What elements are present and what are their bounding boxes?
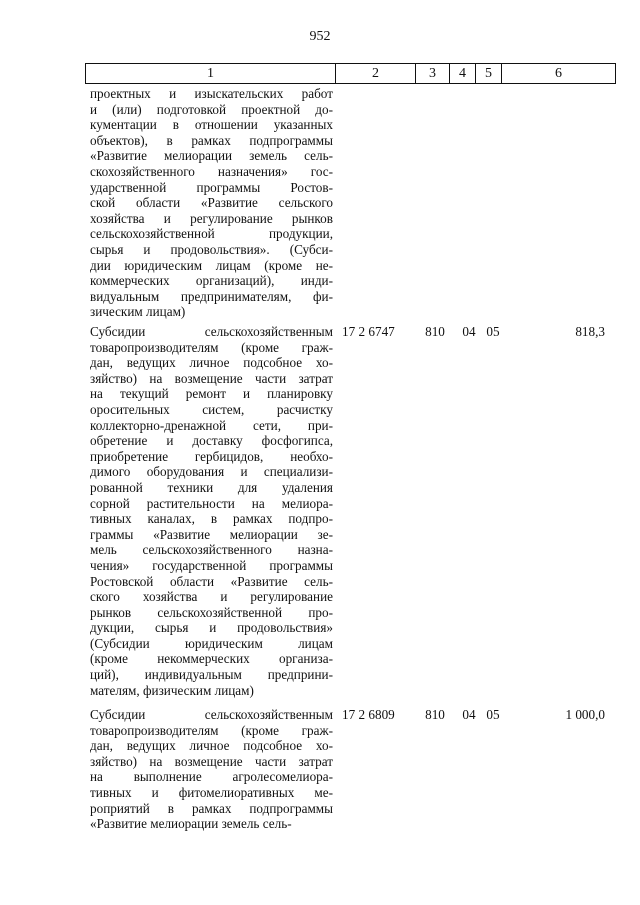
description-line: ского хозяйства и регулирование <box>90 589 333 605</box>
description-line: обретение и доставку фосфогипса, <box>90 433 333 449</box>
description-line: рынков сельскохозяйственной про- <box>90 604 333 620</box>
description-line: товаропроизводителям (кроме граж- <box>90 339 333 355</box>
row-code: 17 2 6809 <box>342 707 395 722</box>
row-description <box>90 324 333 698</box>
description-line: (Субсидии юридическим лицам <box>90 635 333 651</box>
description-line: димого оборудования и специализи- <box>90 464 333 480</box>
row-description <box>90 86 333 320</box>
row-col-5: 05 <box>486 324 500 339</box>
description-line: ударственной программы Ростов- <box>90 179 333 195</box>
description-line: коммерческих организаций), инди- <box>90 273 333 289</box>
description-line: и (или) подготовкой проектной до- <box>90 101 333 117</box>
description-line: товаропроизводителям (кроме граж- <box>90 722 333 738</box>
column-header-1: 1 <box>86 64 336 84</box>
description-line: мель сельскохозяйственного назна- <box>90 542 333 558</box>
row-col-3: 810 <box>425 324 445 339</box>
table-header <box>85 63 616 84</box>
description-line: хозяйства и регулирование рынков <box>90 210 333 226</box>
description-line: объектов), в рамках подпрограммы <box>90 132 333 148</box>
description-line: сельскохозяйственной продукции, <box>90 226 333 242</box>
row-col-4: 04 <box>462 707 476 722</box>
description-line: сорной растительности на мелиора- <box>90 495 333 511</box>
row-amount: 1 000,0 <box>565 707 605 722</box>
description-line: оросительных систем, расчистку <box>90 401 333 417</box>
description-line: тивных каналах, в рамках подпро- <box>90 511 333 527</box>
description-line: дукции, сырья и продовольствия» <box>90 620 333 636</box>
description-line: видуальным предпринимателям, фи- <box>90 288 333 304</box>
row-col-3: 810 <box>425 707 445 722</box>
description-line: коллекторно-дренажной сети, при- <box>90 417 333 433</box>
description-line: «Развитие мелиорации земель сель- <box>90 148 333 164</box>
description-line: чения» государственной программы <box>90 557 333 573</box>
description-line: (кроме некоммерческих организа- <box>90 651 333 667</box>
description-line: кументации в отношении указанных <box>90 117 333 133</box>
description-line: ской области «Развитие сельского <box>90 195 333 211</box>
description-line: Субсидии сельскохозяйственным <box>90 707 333 722</box>
description-line: дан, ведущих личное подсобное хо- <box>90 738 333 754</box>
description-line: приобретение гербицидов, необхо- <box>90 448 333 464</box>
description-line: роприятий в рамках подпрограммы <box>90 800 333 816</box>
row-description <box>90 707 333 832</box>
description-line: на текущий ремонт и планировку <box>90 386 333 402</box>
description-line: рованной техники для удаления <box>90 479 333 495</box>
description-line: «Развитие мелиорации земель сель- <box>90 816 292 832</box>
description-line: тивных и фитомелиоративных ме- <box>90 784 333 800</box>
description-line: проектных и изыскательских работ <box>90 86 333 101</box>
description-line: дан, ведущих личное подсобное хо- <box>90 355 333 371</box>
description-line: дии юридическим лицам (кроме не- <box>90 257 333 273</box>
description-line: мателям, физическим лицам) <box>90 682 254 698</box>
column-header-4: 4 <box>450 64 476 84</box>
row-col-5: 05 <box>486 707 500 722</box>
description-line: зяйство) на возмещение части затрат <box>90 753 333 769</box>
description-line: Субсидии сельскохозяйственным <box>90 324 333 339</box>
description-line: сырья и продовольствия». (Субси- <box>90 241 333 257</box>
description-line: скохозяйственного назначения» гос- <box>90 163 333 179</box>
description-line: ций), индивидуальным предприни- <box>90 667 333 683</box>
description-line: граммы «Развитие мелиорации зе- <box>90 526 333 542</box>
column-header-6: 6 <box>502 64 616 84</box>
description-line: Ростовской области «Развитие сель- <box>90 573 333 589</box>
description-line: на выполнение агролесомелиора- <box>90 769 333 785</box>
column-header-3: 3 <box>416 64 450 84</box>
column-header-2: 2 <box>336 64 416 84</box>
page-number: 952 <box>309 29 331 44</box>
row-amount: 818,3 <box>575 324 605 339</box>
description-line: зическим лицам) <box>90 304 186 320</box>
row-code: 17 2 6747 <box>342 324 395 339</box>
row-col-4: 04 <box>462 324 476 339</box>
column-header-5: 5 <box>476 64 502 84</box>
description-line: зяйство) на возмещение части затрат <box>90 370 333 386</box>
